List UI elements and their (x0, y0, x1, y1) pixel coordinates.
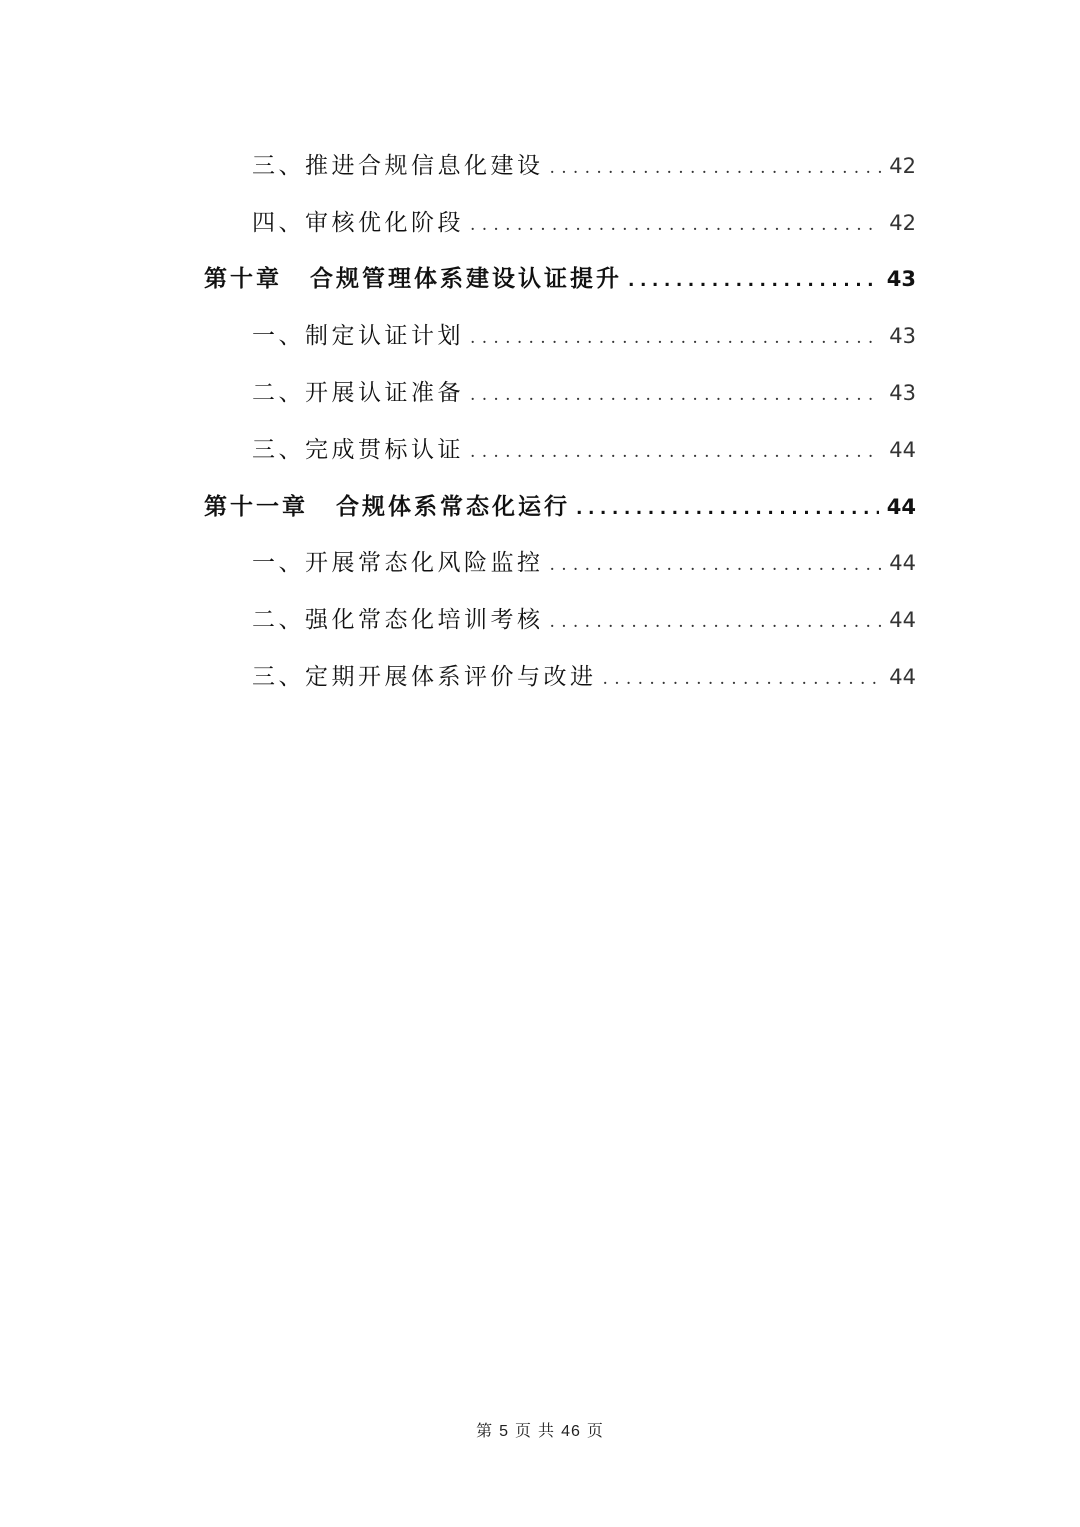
toc-entry[interactable] (0, 305, 1080, 362)
footer-total-pages: 46 (561, 1423, 581, 1440)
footer-suffix: 页 (586, 1421, 604, 1440)
toc-entry-title: 三、定期开展体系评价与改进 (252, 664, 597, 691)
toc-entry[interactable] (0, 533, 1080, 590)
dot-leader (603, 669, 882, 689)
toc-entry[interactable] (0, 419, 1080, 476)
dot-leader (470, 215, 881, 235)
toc-entry[interactable] (0, 362, 1080, 419)
dot-leader (550, 612, 882, 632)
toc-entry-title: 一、制定认证计划 (252, 323, 464, 350)
toc-entry-page: 44 (886, 494, 916, 519)
dot-leader (470, 328, 881, 348)
toc-chapter-title: 合规体系常态化运行 (336, 493, 570, 520)
toc-entry-page: 44 (889, 437, 916, 462)
toc-entry-title: 一、开展常态化风险监控 (252, 550, 544, 577)
toc-entry-title: 三、推进合规信息化建设 (252, 152, 544, 179)
toc-chapter-entry[interactable] (0, 249, 1080, 306)
footer-prefix: 第 (476, 1421, 494, 1440)
toc-entry[interactable] (0, 192, 1080, 249)
toc-chapter-number: 第十一章 (204, 493, 308, 520)
toc-entry-page: 43 (889, 324, 916, 349)
toc-entry[interactable] (0, 589, 1080, 646)
footer-total-word: 共 (538, 1421, 556, 1440)
dot-leader (550, 158, 882, 178)
toc-chapter-entry[interactable] (0, 476, 1080, 533)
toc-entry-page: 44 (889, 608, 916, 633)
toc-chapter-heading (204, 260, 622, 293)
toc-entry-page: 42 (889, 153, 916, 178)
toc-entry[interactable] (0, 646, 1080, 703)
toc-chapter-number: 第十章 (204, 266, 282, 293)
toc-entry-page: 42 (889, 210, 916, 235)
page-footer (0, 1418, 1080, 1441)
toc-entry-title: 三、完成贯标认证 (252, 436, 464, 463)
dot-leader (470, 442, 881, 462)
toc-entry-page: 43 (889, 381, 916, 406)
footer-page-word: 页 (515, 1421, 533, 1440)
dot-leader (550, 555, 882, 575)
table-of-contents (0, 135, 1080, 703)
toc-entry-title: 四、审核优化阶段 (252, 209, 464, 236)
toc-entry-title: 二、强化常态化培训考核 (252, 607, 544, 634)
toc-chapter-heading (204, 488, 570, 521)
toc-entry-page: 43 (886, 267, 916, 292)
toc-chapter-title: 合规管理体系建设认证提升 (310, 266, 622, 293)
toc-entry-page: 44 (889, 551, 916, 576)
dot-leader (628, 271, 879, 291)
footer-current-page: 5 (499, 1423, 510, 1440)
toc-entry-title: 二、开展认证准备 (252, 380, 464, 407)
toc-entry[interactable] (0, 135, 1080, 192)
dot-leader (470, 385, 881, 405)
toc-entry-page: 44 (889, 665, 916, 690)
dot-leader (576, 499, 879, 519)
